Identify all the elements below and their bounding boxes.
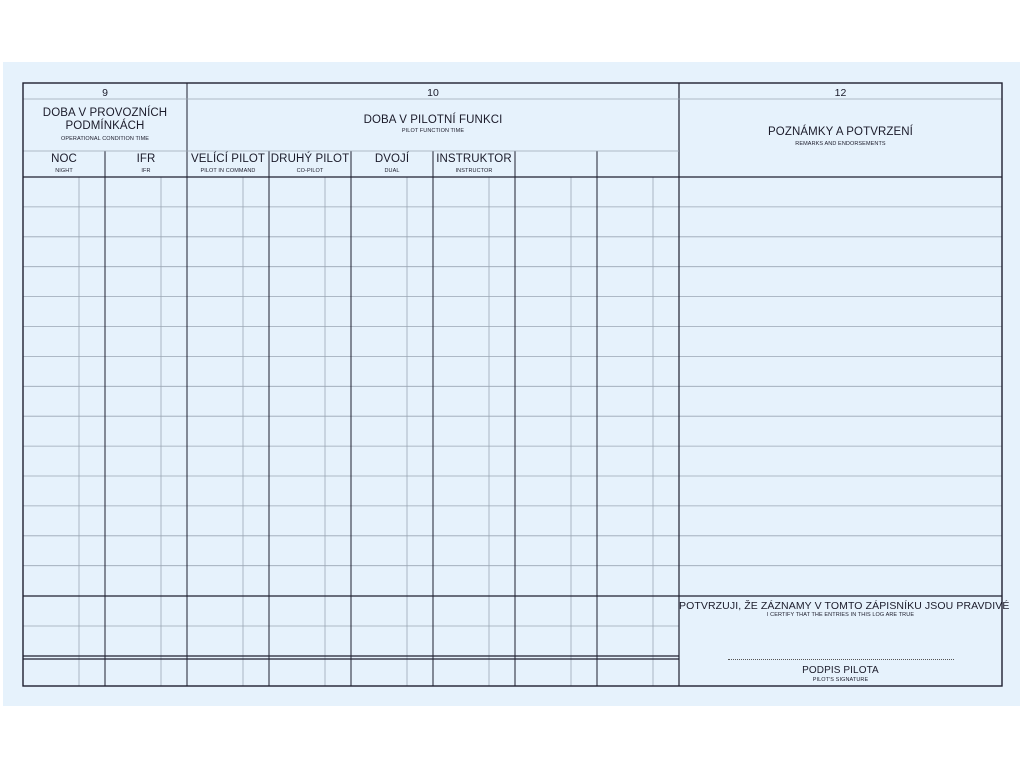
section-number-12: 12 bbox=[834, 87, 847, 99]
operational-condition-subtitle: OPERATIONAL CONDITION TIME bbox=[60, 136, 150, 142]
column-label-instructor: INSTRUKTOR bbox=[436, 153, 512, 165]
signature-label-en: PILOT'S SIGNATURE bbox=[812, 677, 869, 683]
remarks-title: POZNÁMKY A POTVRZENÍ bbox=[768, 126, 913, 138]
pilot-function-subtitle: PILOT FUNCTION TIME bbox=[401, 128, 465, 134]
column-label-night: NOC bbox=[51, 153, 77, 165]
remarks-subtitle: REMARKS AND ENDORSEMENTS bbox=[795, 141, 886, 147]
column-sub-co-pilot: CO-PILOT bbox=[296, 168, 324, 174]
column-sub-instructor: INSTRUCTOR bbox=[455, 168, 493, 174]
column-sub-dual: DUAL bbox=[384, 168, 400, 174]
signature-label: PODPIS PILOTA bbox=[802, 665, 879, 676]
logbook-page bbox=[3, 62, 1020, 706]
column-sub-ifr: IFR bbox=[141, 168, 151, 174]
column-label-ifr: IFR bbox=[136, 153, 156, 165]
column-label-pilot-in-command: VELÍCÍ PILOT bbox=[190, 153, 266, 165]
signature-line[interactable] bbox=[728, 659, 954, 661]
operational-condition-title-line1: DOBA V PROVOZNÍCH bbox=[42, 107, 168, 119]
column-sub-night: NIGHT bbox=[55, 168, 73, 174]
column-label-co-pilot: DRUHÝ PILOT bbox=[270, 153, 350, 165]
pilot-function-title: DOBA V PILOTNÍ FUNKCI bbox=[363, 114, 503, 126]
certification-statement: POTVRZUJI, ŽE ZÁZNAMY V TOMTO ZÁPISNÍKU JSOU PRAVDIVÉ bbox=[679, 600, 1010, 612]
certification-statement-en: I CERTIFY THAT THE ENTRIES IN THIS LOG ARE TRUE bbox=[766, 612, 915, 618]
column-sub-pilot-in-command: PILOT IN COMMAND bbox=[200, 168, 256, 174]
operational-condition-title-line2: PODMÍNKÁCH bbox=[65, 120, 145, 132]
section-number-9: 9 bbox=[102, 87, 108, 99]
column-label-dual: DVOJÍ bbox=[374, 153, 410, 165]
section-number-10: 10 bbox=[427, 87, 439, 99]
